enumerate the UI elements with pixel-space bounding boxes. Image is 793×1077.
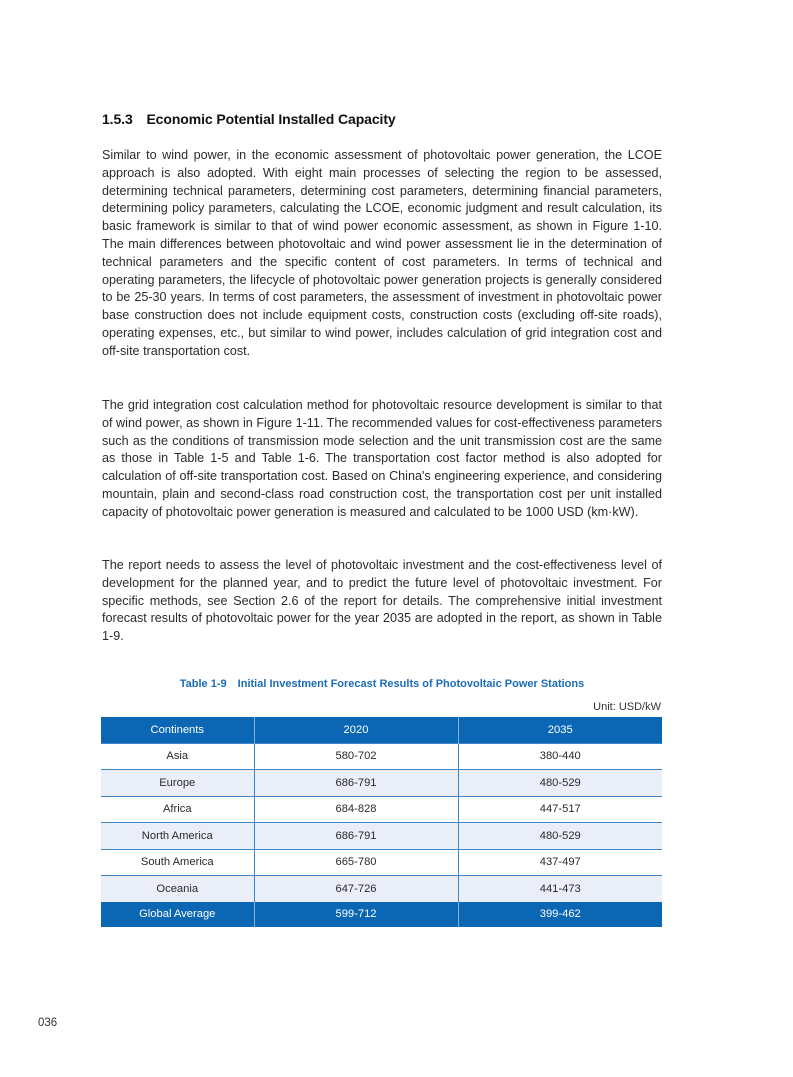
cell-continent: Africa [101, 796, 254, 823]
paragraph-investment-forecast: The report needs to assess the level of photovoltaic investment and the cost-effectiveness level of development for the planned year, and to predict the future level of photovoltaic investment. For specific methods, see Section 2.6 of the report for details. The comprehensive initial investment forecast results of photovoltaic power for the year 2035 are adopted in the report, as shown in Table 1-9. [102, 558, 662, 644]
cell-2020: 665-780 [254, 849, 458, 876]
column-header-continents: Continents [101, 717, 254, 743]
cell-2035: 380-440 [458, 743, 662, 770]
cell-2020: 580-702 [254, 743, 458, 770]
cell-2020: 686-791 [254, 823, 458, 850]
investment-forecast-table [101, 717, 662, 927]
table-total-row [101, 902, 662, 928]
paragraph-lcoe-approach: Similar to wind power, in the economic assessment of photovoltaic power generation, the LCOE approach is also adopted. With eight main processes of selecting the region to be assessed, determining technical parameters, determining cost parameters, determining financial parameters, determining policy parameters, calculating the LCOE, economic judgment and result calculation, its basic framework is similar to that of wind power economic assessment, as shown in Figure 1-10. The main differences between photovoltaic and wind power assessment lie in the determination of technical parameters and the specific content of cost parameters. In terms of technical and operating parameters, the lifecycle of photovoltaic power generation projects is generally considered to be 25-30 years. In terms of cost parameters, the assessment of investment in photovoltaic power base construction does not include equipment costs, construction costs (excluding off-site roads), operating expenses, etc., but similar to wind power, includes calculation of grid integration cost and off-site transportation cost. [102, 148, 662, 358]
section-number: 1.5.3 [102, 111, 133, 127]
cell-2020: 647-726 [254, 876, 458, 902]
page-number: 036 [38, 1017, 58, 1029]
section-title: Economic Potential Installed Capacity [146, 111, 396, 127]
column-header-2020: 2020 [254, 717, 458, 743]
cell-continent: South America [101, 849, 254, 876]
cell-total-2020: 599-712 [254, 902, 458, 928]
cell-total-label: Global Average [101, 902, 254, 928]
section-heading [102, 111, 396, 127]
table-row [101, 876, 662, 902]
cell-total-2035: 399-462 [458, 902, 662, 928]
table-caption [102, 678, 662, 690]
cell-continent: Europe [101, 770, 254, 797]
paragraph-grid-integration-cost: The grid integration cost calculation method for photovoltaic resource development is similar to that of wind power, as shown in Figure 1-11. The recommended values for cost-effectiveness parameters such as the conditions of transmission mode selection and the unit transmission cost are the same as those in Table 1-5 and Table 1-6. The transportation cost factor method is also adopted for calculation of off-site transportation cost. Based on China's engineering experience, and considering mountain, plain and second-class road construction cost, the transportation cost per unit installed capacity of photovoltaic power generation is measured and calculated to be 1000 USD (km·kW). [102, 398, 662, 519]
cell-continent: Asia [101, 743, 254, 770]
table-row [101, 770, 662, 797]
cell-continent: North America [101, 823, 254, 850]
table-header-row [101, 717, 662, 743]
table-caption-number: Table 1-9 [179, 678, 227, 690]
table-unit-label: Unit: USD/kW [593, 701, 661, 713]
cell-2035: 441-473 [458, 876, 662, 902]
table-row [101, 823, 662, 850]
table-caption-title: Initial Investment Forecast Results of Photovoltaic Power Stations [237, 678, 585, 690]
cell-2035: 437-497 [458, 849, 662, 876]
table-row [101, 796, 662, 823]
table-row [101, 743, 662, 770]
table-row [101, 849, 662, 876]
cell-2035: 447-517 [458, 796, 662, 823]
column-header-2035: 2035 [458, 717, 662, 743]
cell-continent: Oceania [101, 876, 254, 902]
cell-2020: 684-828 [254, 796, 458, 823]
cell-2020: 686-791 [254, 770, 458, 797]
cell-2035: 480-529 [458, 770, 662, 797]
cell-2035: 480-529 [458, 823, 662, 850]
